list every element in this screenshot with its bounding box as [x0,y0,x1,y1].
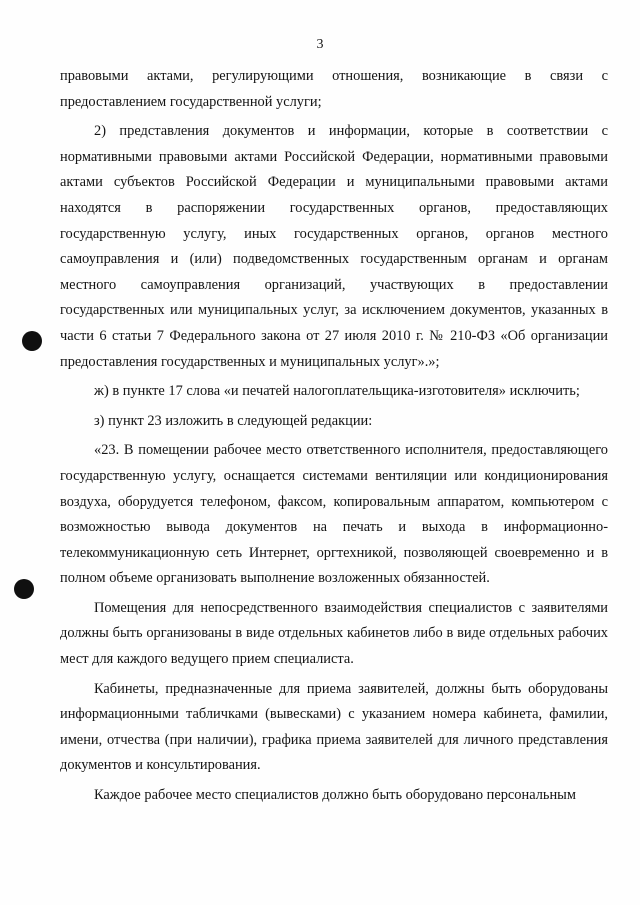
paragraph-item-z: з) пункт 23 изложить в следующей редакции: [94,412,373,429]
page-number: 3 [316,37,324,52]
paragraph-continuation: правовыми актами, регулирующими отношения, возникающие в связи с предоставлением государственной услуги; [60,68,608,110]
document-body [60,64,608,813]
paragraph-item-2: 2) представления документов и информации, которые в соответствии с нормативными правовыми актами Российской Федерации, нормативными правовыми актами субъектов Российской Федерации и муниципальными правовыми актами находятся в распоряжении государственных органов, предоставляющих государственную услугу, иных государственных органов, органов местного самоуправления и (или) подведомственных государственным органам и органам местного самоуправления организаций, участвующих в предоставлении государственных или муниципальных услуг, за исключением документов, указанных в части 6 статьи 7 Федерального закона от 27 июля 2010 г. № 210-ФЗ «Об организации предоставления государственных и муниципальных услуг».»; [60,123,608,370]
paragraph-clause-23: «23. В помещении рабочее место ответственного исполнителя, предоставляющего государственную услугу, оснащается системами вентиляции или кондиционирования воздуха, оборудуется телефоном, факсом, копировальным аппаратом, компьютером с возможностью вывода документов на печать и выхода в информационно-телекоммуникационную сеть Интернет, оргтехникой, позволяющей своевременно и в полном объеме организовать выполнение возложенных обязанностей. [60,442,608,587]
punch-hole-top [22,331,42,351]
paragraph-offices: Кабинеты, предназначенные для приема заявителей, должны быть оборудованы информационными табличками (вывесками) с указанием номера кабинета, фамилии, имени, отчества (при наличии), графика приема заявителей для личного представления документов и консультирования. [60,680,608,774]
punch-hole-bottom [14,579,34,599]
paragraph-item-zh: ж) в пункте 17 слова «и печатей налогоплательщика-изготовителя» исключить; [94,383,580,400]
paragraph-premises: Помещения для непосредственного взаимодействия специалистов с заявителями должны быть организованы в виде отдельных кабинетов либо в виде отдельных рабочих мест для каждого ведущего прием специалиста. [60,599,608,668]
paragraph-workplace: Каждое рабочее место специалистов должно быть оборудовано персональным [94,787,576,804]
